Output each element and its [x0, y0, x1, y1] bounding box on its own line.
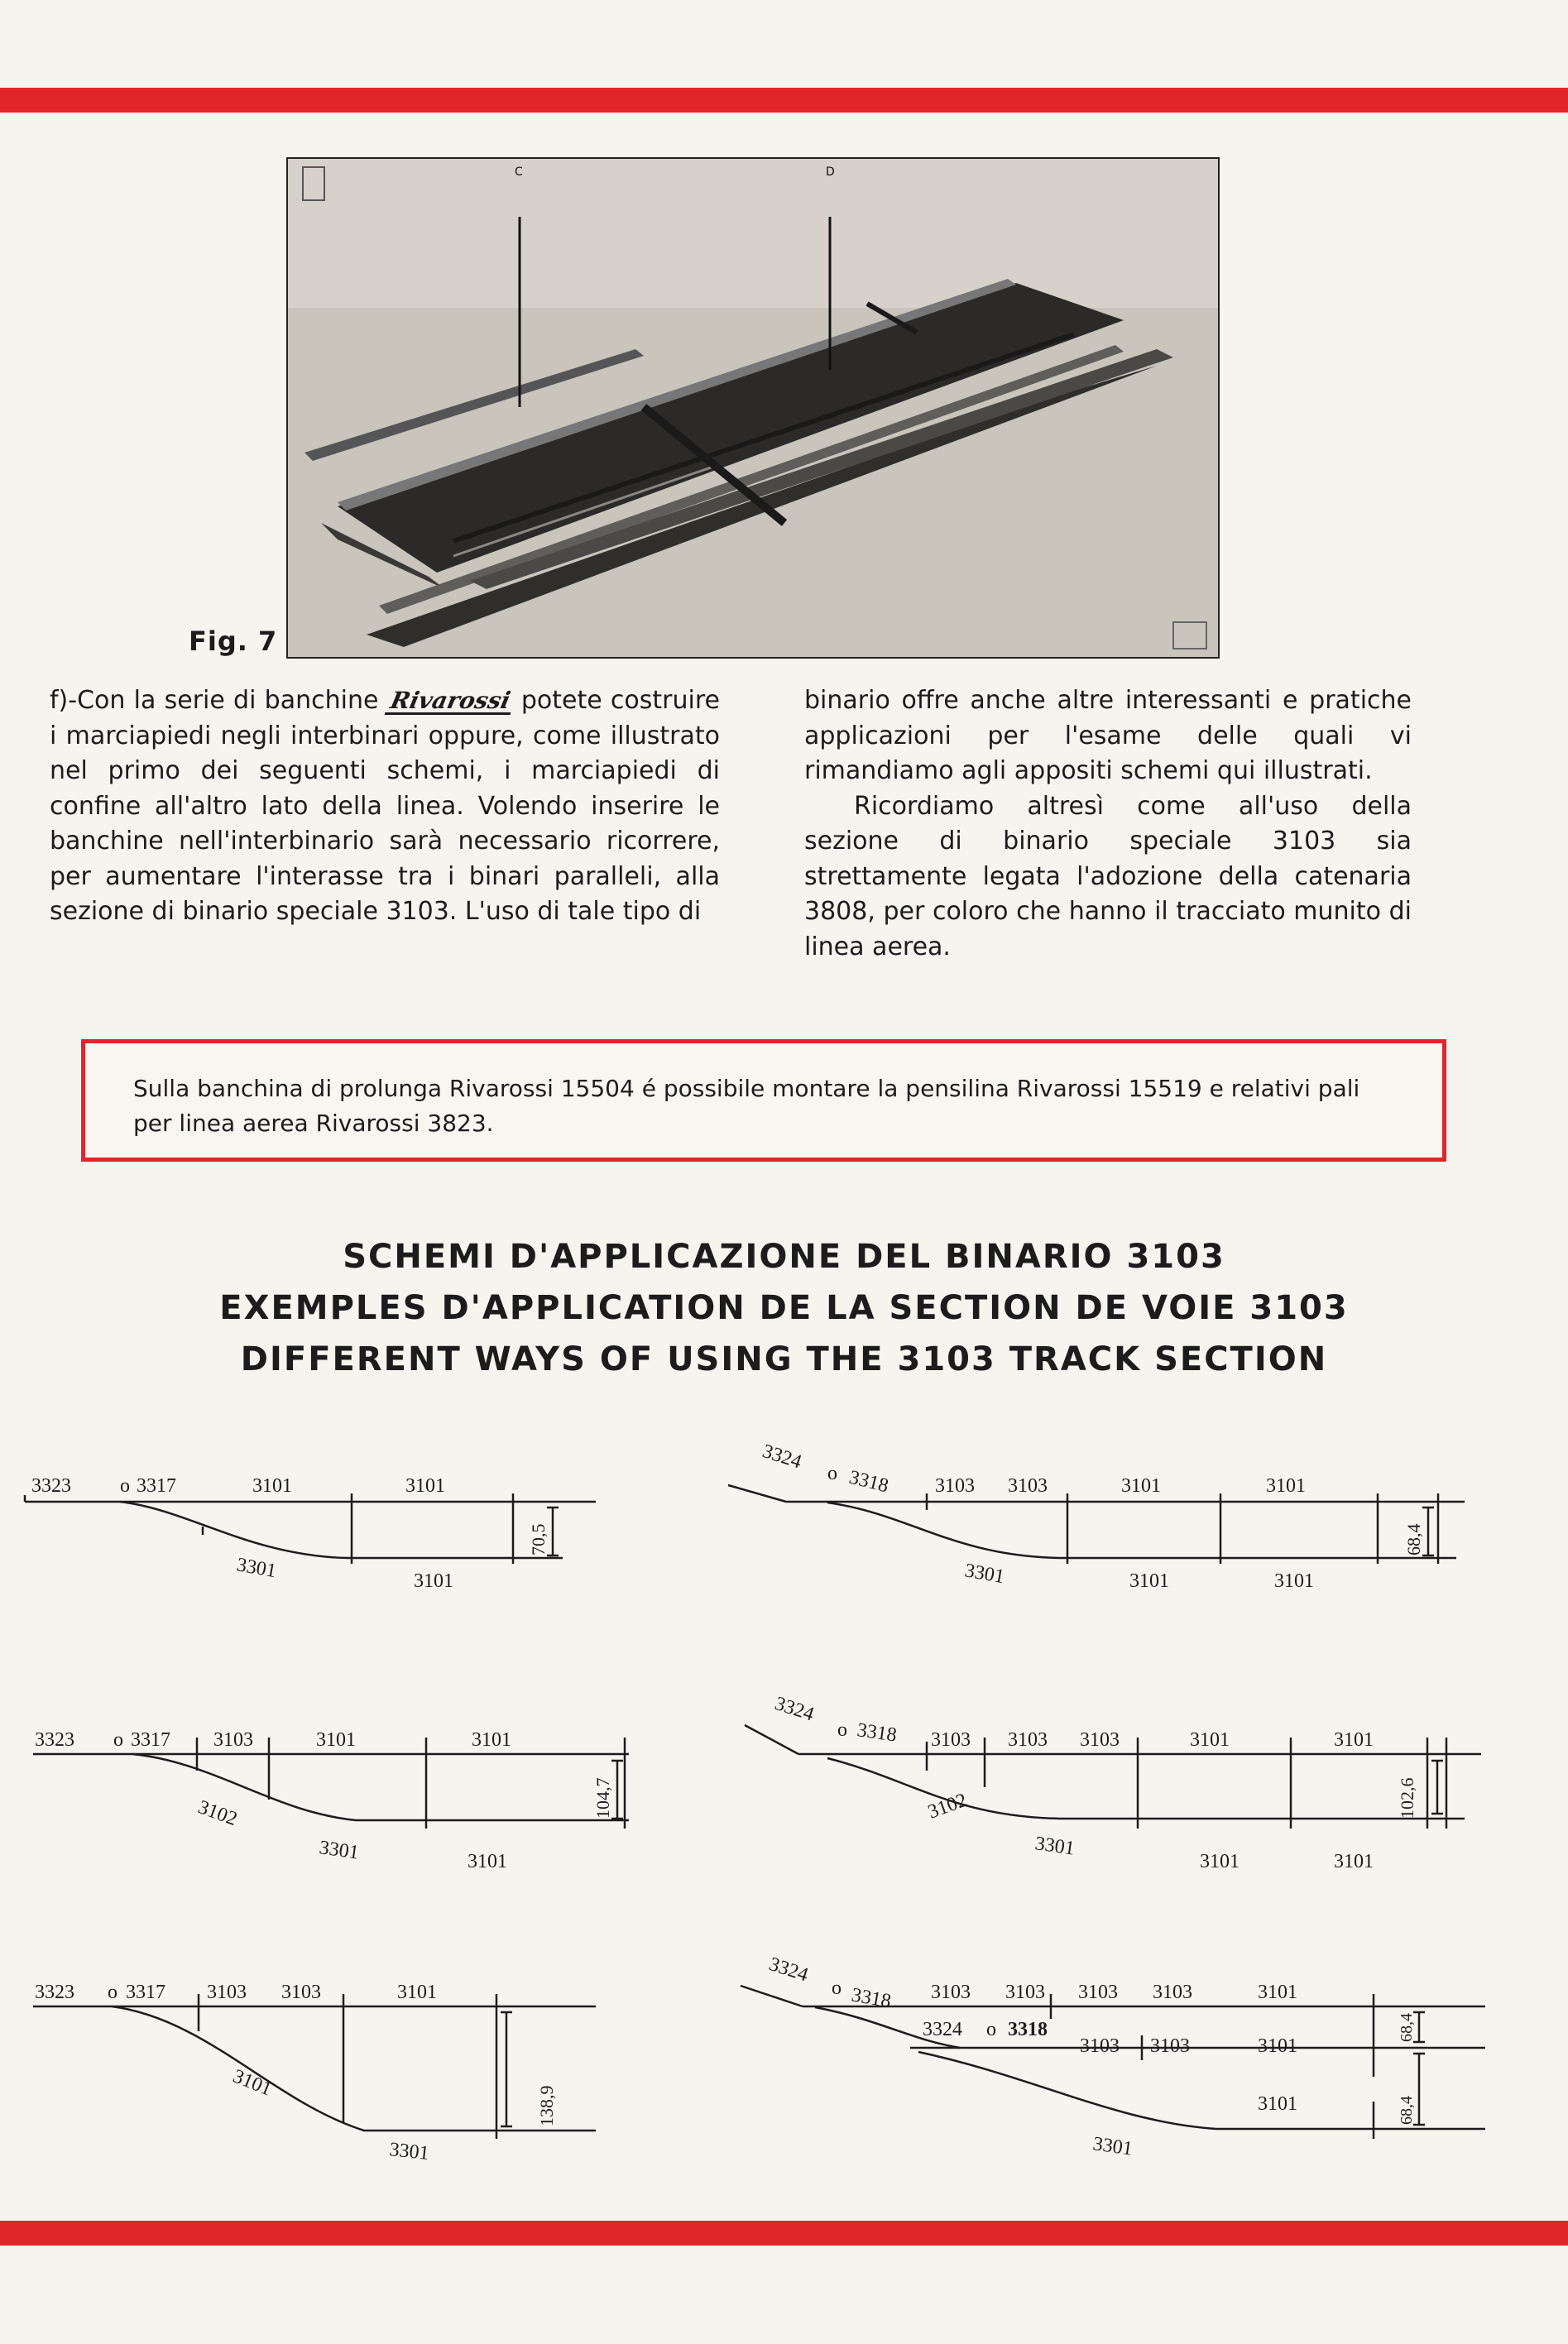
s5-label-3103-b: 3103	[1008, 1729, 1048, 1751]
rivarossi-logo: Rivarossi	[384, 689, 515, 715]
s4-label-o: o	[827, 1463, 837, 1484]
figure-7-photo	[286, 157, 1220, 659]
notice-text: Sulla banchina di prolunga Rivarossi 15504 é possibile montare la pensilina Rivarossi 15519 e relativi pali per linea aerea Rivarossi 3823.	[133, 1075, 1360, 1137]
body-text-left-column	[50, 683, 720, 930]
s6-bottom-label-3101: 3101	[1258, 2093, 1297, 2115]
s5-label-3301: 3301	[1033, 1833, 1077, 1860]
s1-label-3323: 3323	[31, 1475, 71, 1497]
s2-label-3101-c: 3101	[468, 1851, 507, 1872]
s6-label-o: o	[832, 1977, 842, 1999]
heading-french: EXEMPLES D'APPLICATION DE LA SECTION DE VOIE 3103	[219, 1289, 1349, 1327]
s4-label-3101-b: 3101	[1266, 1475, 1306, 1497]
s4-label-3103-a: 3103	[935, 1475, 975, 1497]
s6-label-3318: 3318	[849, 1984, 893, 2013]
s3-spacing: 138,9	[536, 2085, 557, 2126]
paragraph-f-lead: f)-Con la serie di banchine	[50, 686, 379, 715]
s5-label-3103-c: 3103	[1080, 1729, 1120, 1751]
s6-mid-label-3103-b: 3103	[1150, 2035, 1190, 2057]
s6-spacing-b: 68,4	[1398, 2096, 1416, 2125]
s1-label-3317: 3317	[137, 1475, 176, 1497]
figure-label: Fig. 7	[189, 626, 278, 657]
s3-label-3323: 3323	[35, 1982, 74, 2003]
s6-mid-label-3101: 3101	[1258, 2035, 1297, 2057]
s5-label-o: o	[837, 1719, 847, 1741]
s6-label-3103-b: 3103	[1005, 1982, 1045, 2003]
s6-label-3301: 3301	[1091, 2133, 1134, 2160]
heading-italian: SCHEMI D'APPLICAZIONE DEL BINARIO 3103	[343, 1238, 1225, 1276]
s2-label-3317: 3317	[131, 1729, 170, 1751]
s6-label-3103-a: 3103	[931, 1982, 971, 2003]
s5-label-3103-a: 3103	[931, 1729, 971, 1751]
s5-label-3318: 3318	[856, 1719, 899, 1747]
s3-label-3103-a: 3103	[207, 1982, 247, 2003]
s4-label-3318: 3318	[846, 1466, 891, 1498]
body-text-right-column	[804, 683, 1412, 965]
s2-label-3323: 3323	[35, 1729, 74, 1751]
s6-spacing-a: 68,4	[1398, 2013, 1416, 2042]
s1-label-3101-a: 3101	[252, 1475, 292, 1497]
s4-label-3101-c: 3101	[1129, 1570, 1169, 1592]
s3-label-o: o	[108, 1982, 117, 2003]
s5-label-3101-b: 3101	[1334, 1729, 1374, 1751]
s6-mid-label-o: o	[986, 2019, 996, 2040]
s2-label-3102: 3102	[194, 1796, 240, 1831]
s6-label-3101: 3101	[1258, 1982, 1297, 2003]
s1-label-3101-c: 3101	[414, 1570, 453, 1592]
s4-label-3101-a: 3101	[1121, 1475, 1161, 1497]
s2-spacing: 104,7	[592, 1777, 613, 1819]
track-schemes-diagram	[0, 1423, 1568, 2201]
s4-label-3103-b: 3103	[1008, 1475, 1048, 1497]
s5-label-3101-c: 3101	[1200, 1851, 1240, 1872]
s2-label-3103: 3103	[213, 1729, 253, 1751]
s6-label-3324: 3324	[766, 1953, 811, 1987]
callout-d: D	[826, 165, 835, 179]
heading-english: DIFFERENT WAYS OF USING THE 3103 TRACK SECTION	[240, 1340, 1328, 1378]
s6-label-3103-c: 3103	[1078, 1982, 1118, 2003]
s2-label-3101-a: 3101	[316, 1729, 356, 1751]
s6-mid-label-3324: 3324	[923, 2019, 962, 2040]
top-red-band	[0, 88, 1568, 113]
s2-label-3101-b: 3101	[472, 1729, 511, 1751]
s1-label-o: o	[120, 1475, 130, 1497]
paragraph-right-1: binario offre anche altre interessanti e pratiche applicazioni per l'esame delle quali vi rimandiamo agli appositi schemi qui illustrati.	[804, 686, 1412, 785]
s1-spacing: 70,5	[528, 1523, 549, 1555]
s3-label-3101: 3101	[397, 1982, 437, 2003]
s5-spacing: 102,6	[1397, 1777, 1417, 1819]
s5-label-3102: 3102	[925, 1789, 971, 1824]
s4-label-3301: 3301	[962, 1560, 1006, 1589]
s2-label-3301: 3301	[318, 1837, 361, 1864]
s3-label-3103-b: 3103	[281, 1982, 321, 2003]
s6-mid-label-3318: 3318	[1008, 2019, 1048, 2040]
callout-c: C	[515, 165, 523, 179]
s3-label-3101-curve: 3101	[229, 2065, 275, 2101]
s5-label-3101-a: 3101	[1190, 1729, 1230, 1751]
s5-label-3324: 3324	[772, 1692, 817, 1726]
s4-spacing: 68,4	[1403, 1523, 1424, 1555]
s3-label-3317: 3317	[126, 1982, 165, 2003]
notice-box	[81, 1039, 1446, 1162]
s4-label-3324: 3324	[760, 1440, 804, 1474]
s1-label-3101-b: 3101	[405, 1475, 445, 1497]
s3-label-3301: 3301	[388, 2139, 430, 2164]
s1-label-3301: 3301	[234, 1554, 278, 1583]
s2-label-o: o	[113, 1729, 123, 1751]
paragraph-right-2: Ricordiamo altresì come all'uso della sezione di binario speciale 3103 sia strettamente legata l'adozione della catenaria 3808, per coloro che hanno il tracciato munito di linea aerea.	[804, 791, 1412, 961]
paragraph-f-body: potete costruire i marciapiedi negli interbinari oppure, come illustrato nel primo dei seguenti schemi, i marciapiedi di confine all'altro lato della linea. Volendo inserire le banchine nell'interbinario sarà necessario ricorrere, per aumentare l'interasse tra i binari paralleli, alla sezione di binario speciale 3103. L'uso di tale tipo di	[50, 686, 720, 926]
s6-label-3103-d: 3103	[1153, 1982, 1192, 2003]
s4-label-3101-d: 3101	[1274, 1570, 1314, 1592]
s5-label-3101-d: 3101	[1334, 1851, 1374, 1872]
s6-mid-label-3103-a: 3103	[1080, 2035, 1120, 2057]
bottom-red-band	[0, 2221, 1568, 2246]
